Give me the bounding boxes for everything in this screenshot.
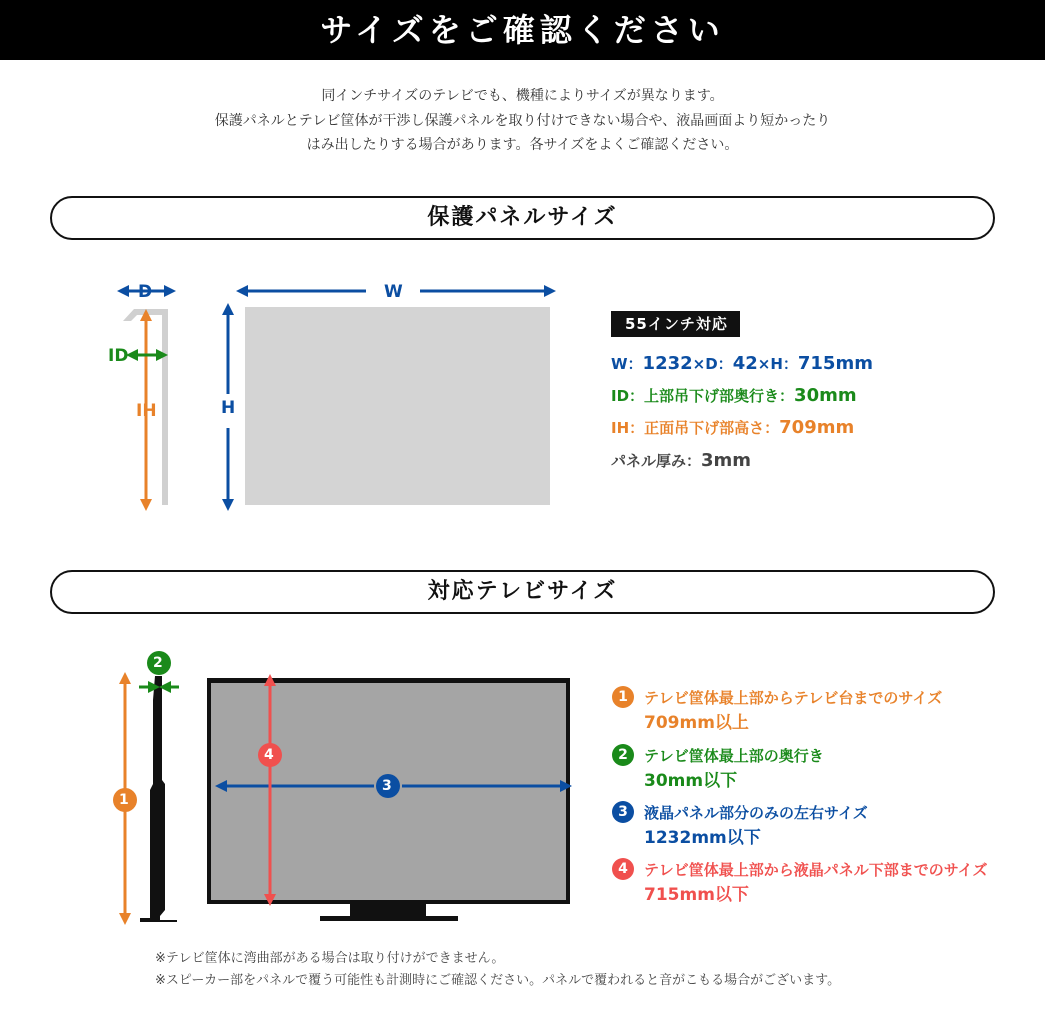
item-value-2: 30mm以下 — [644, 771, 738, 791]
footnote-curved: ※テレビ筐体に湾曲部がある場合は取り付けができません。 — [155, 951, 505, 966]
label-id: ID — [108, 346, 129, 366]
panel-size-heading-text: 保護パネルサイズ — [427, 205, 618, 230]
item-value-1: 709mm以上 — [644, 713, 749, 733]
tv-stand-neck — [350, 904, 426, 917]
spec-thickness — [611, 450, 751, 471]
size-badge: 55インチ対応 — [611, 311, 740, 337]
panel-front — [245, 307, 550, 505]
spec-w-value: 1232 — [642, 353, 693, 374]
footnotes — [155, 948, 840, 992]
marker-4-number: 4 — [264, 747, 274, 763]
spec-whd — [611, 353, 873, 374]
label-h: H — [221, 398, 236, 418]
tv-side-profile — [140, 676, 177, 922]
item-value-3: 1232mm以下 — [644, 828, 761, 848]
marker-1-number: 1 — [119, 792, 129, 808]
spec-id-unit: mm — [819, 385, 857, 406]
marker-3-number: 3 — [382, 778, 392, 794]
item-desc-1: テレビ筐体最上部からテレビ台までのサイズ — [644, 689, 943, 707]
spec-d-value: 42 — [732, 353, 758, 374]
tv-size-heading-text: 対応テレビサイズ — [427, 579, 618, 604]
intro-line: 保護パネルとテレビ筐体が干渉し保護パネルを取り付けできない場合や、液晶画面より短かったり — [214, 112, 831, 129]
item-number-3: 3 — [612, 801, 634, 823]
label-w: W — [384, 282, 403, 302]
spec-id — [611, 385, 857, 406]
label-ih: IH — [136, 401, 157, 421]
intro-line: 同インチサイズのテレビでも、機種によりサイズが異なります。 — [321, 88, 724, 104]
spec-thickness-prefix: パネル厚み： — [611, 452, 702, 470]
spec-h-prefix: ×H： — [757, 355, 798, 373]
item-desc-4: テレビ筐体最上部から液晶パネル下部までのサイズ — [644, 861, 988, 879]
item-number-4: 4 — [612, 858, 634, 880]
footnote-speaker: ※スピーカー部をパネルで覆う可能性も計測時にご確認ください。パネルで覆われると音がこもる場合がございます。 — [155, 973, 841, 988]
spec-id-prefix: ID：上部吊下げ部奥行き： — [611, 387, 795, 405]
item-number-1: 1 — [612, 686, 634, 708]
item-desc-3: 液晶パネル部分のみの左右サイズ — [644, 804, 868, 822]
spec-d-prefix: ×D： — [692, 355, 733, 373]
page-title: サイズをご確認ください — [320, 11, 725, 49]
panel-spec — [611, 311, 1031, 471]
spec-ih-prefix: IH：正面吊下げ部高さ： — [611, 419, 780, 437]
spec-thickness-value: 3 — [701, 450, 714, 471]
label-d: D — [138, 282, 153, 302]
spec-ih — [611, 417, 854, 438]
spec-w-prefix: W： — [611, 355, 643, 373]
marker-2-number: 2 — [153, 655, 163, 671]
spec-thickness-unit: mm — [713, 450, 752, 471]
tv-size-heading — [50, 570, 995, 614]
spec-ih-unit: mm — [816, 417, 855, 438]
intro-line: はみ出したりする場合があります。各サイズをよくご確認ください。 — [306, 137, 739, 153]
item-desc-2: テレビ筐体最上部の奥行き — [644, 747, 824, 765]
spec-whd-unit: mm — [835, 353, 873, 374]
tv-stand-base — [320, 916, 458, 921]
item-number-2: 2 — [612, 744, 634, 766]
spec-h-value: 715 — [797, 353, 836, 374]
item-value-4: 715mm以下 — [644, 885, 749, 905]
spec-ih-value: 709 — [779, 417, 817, 438]
spec-id-value: 30 — [794, 385, 820, 406]
